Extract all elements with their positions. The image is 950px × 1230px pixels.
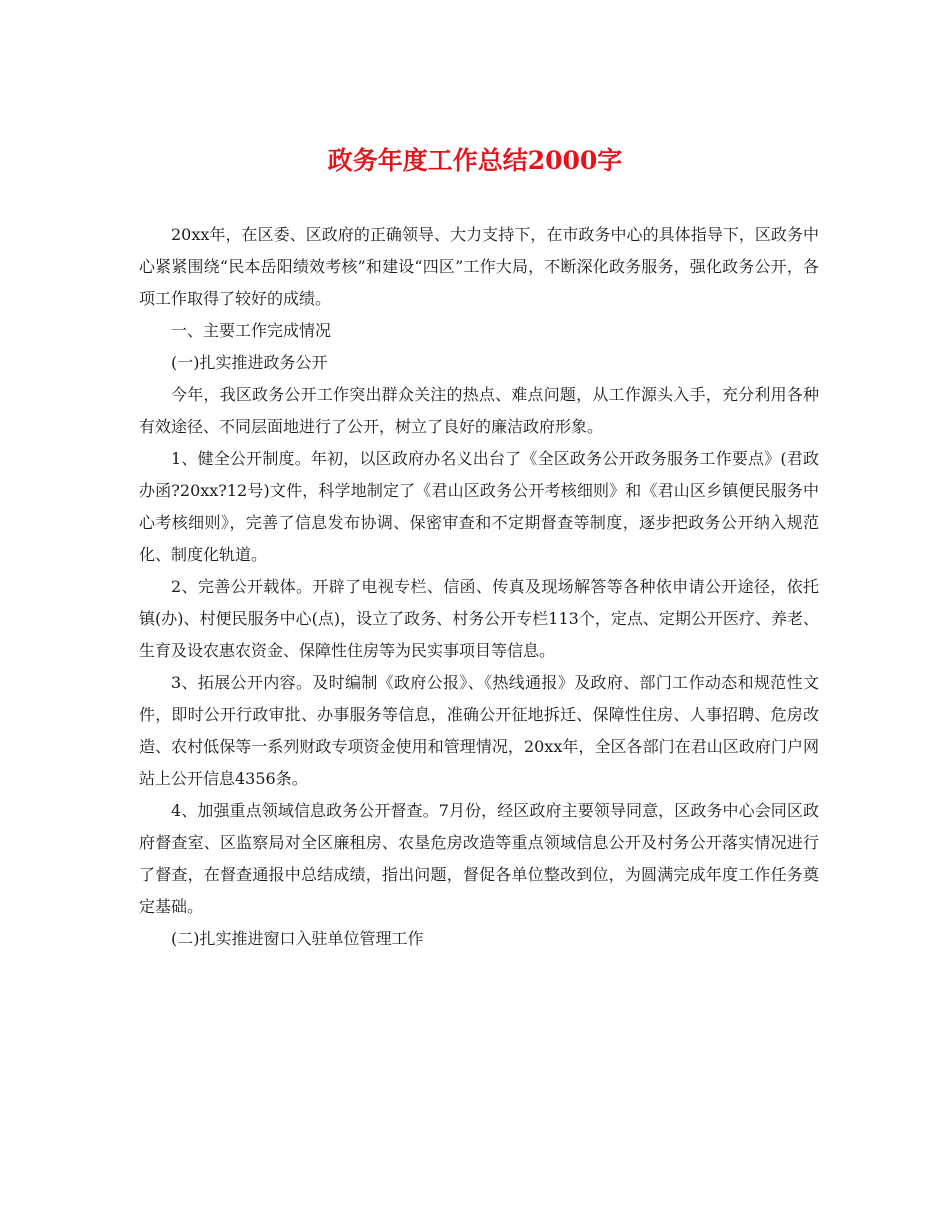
paragraph-item-3: 3、拓展公开内容。及时编制《政府公报》、《热线通报》及政府、部门工作动态和规范性文件，即时公开行政审批、办事服务等信息，准确公开征地拆迁、保障性住房、人事招聘、危房改造、农村低保等一系列财政专项资金使用和管理情况，20xx年，全区各部门在君山区政府门户网站上公开信息4356条。 (139, 673, 819, 788)
paragraph-item-2: 2、完善公开载体。开辟了电视专栏、信函、传真及现场解答等各种依申请公开途径，依托镇(办)、村便民服务中心(点)，设立了政务、村务公开专栏113个，定点、定期公开医疗、养老、生育及设农惠农资金、保障性住房等为民实事项目等信息。 (139, 577, 819, 660)
subsection-heading-public-affairs: (一)扎实推进政务公开 (171, 353, 328, 372)
document-body (139, 219, 819, 955)
paragraph-public-affairs-overview: 今年，我区政务公开工作突出群众关注的热点、难点问题，从工作源头入手，充分利用各种有效途径、不同层面地进行了公开，树立了良好的廉洁政府形象。 (139, 385, 819, 436)
subsection-heading-window-units: (二)扎实推进窗口入驻单位管理工作 (171, 929, 424, 948)
paragraph-item-4: 4、加强重点领域信息政务公开督查。7月份，经区政府主要领导同意，区政务中心会同区政府督查室、区监察局对全区廉租房、农垦危房改造等重点领域信息公开及村务公开落实情况进行了督查，在督查通报中总结成绩，指出问题，督促各单位整改到位，为圆满完成年度工作任务奠定基础。 (139, 801, 819, 916)
document-title: 政务年度工作总结2000字 (327, 146, 623, 175)
paragraph-intro: 20xx年，在区委、区政府的正确领导、大力支持下，在市政务中心的具体指导下，区政务中心紧紧围绕“民本岳阳绩效考核”和建设“四区”工作大局，不断深化政务服务，强化政务公开，各项工作取得了较好的成绩。 (139, 225, 819, 308)
paragraph-item-1: 1、健全公开制度。年初，以区政府办名义出台了《全区政务公开政务服务工作要点》(君政办函?20xx?12号)文件，科学地制定了《君山区政务公开考核细则》和《君山区乡镇便民服务中心考核细则》，完善了信息发布协调、保密审查和不定期督查等制度，逐步把政务公开纳入规范化、制度化轨道。 (139, 449, 819, 564)
section-heading-main-work: 一、主要工作完成情况 (171, 321, 332, 340)
